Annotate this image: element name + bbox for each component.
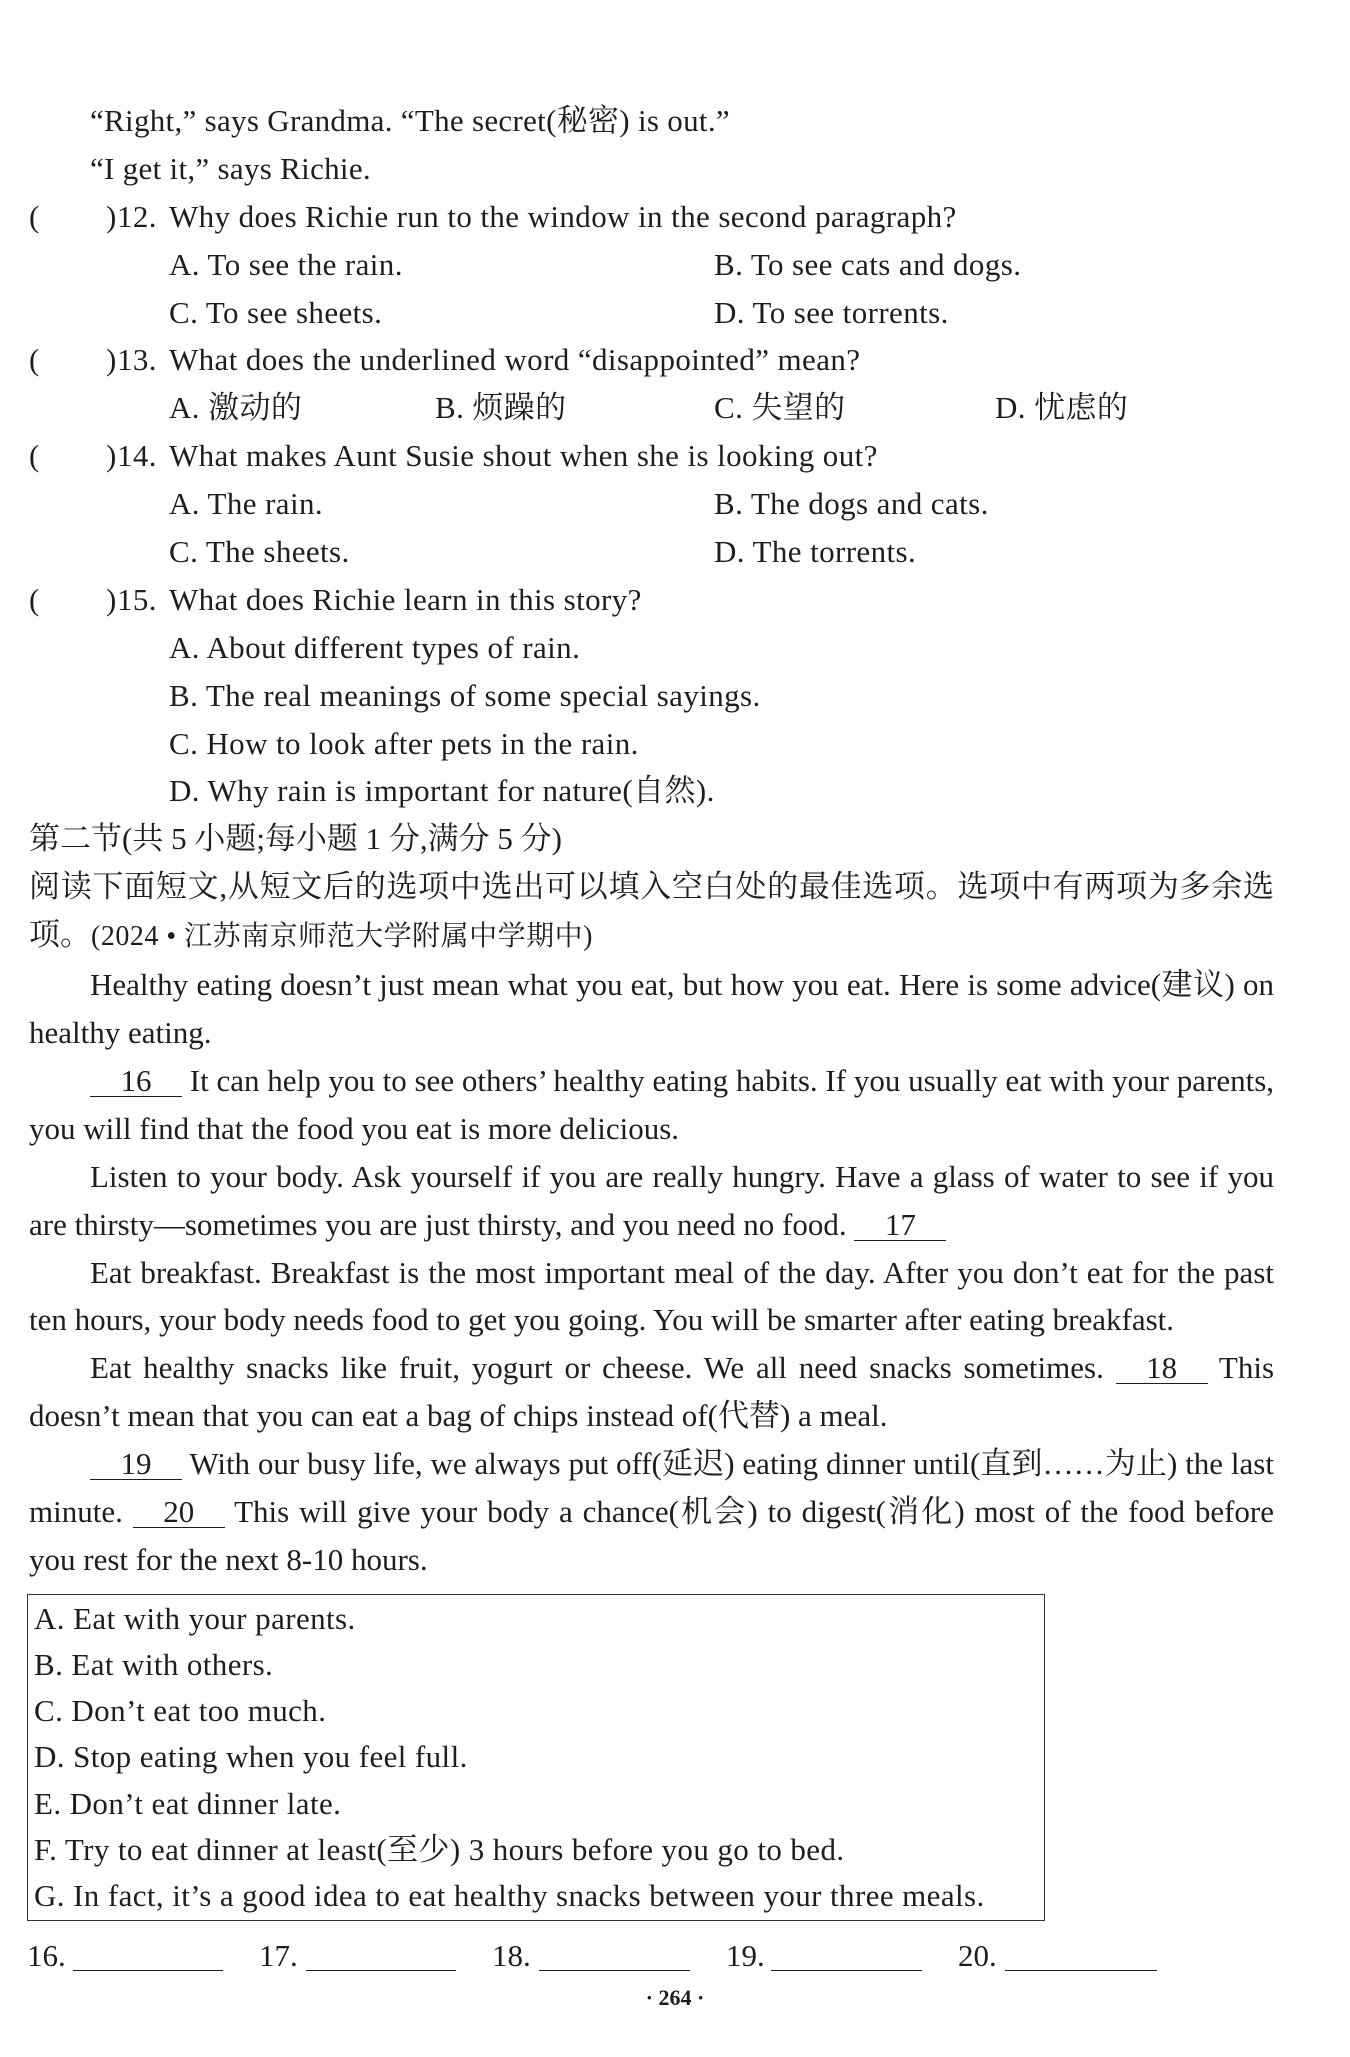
option-a: A. To see the rain. — [169, 246, 403, 282]
story-line: “Right,” says Grandma. “The secret(秘密) is out.” — [90, 103, 730, 138]
choice-a: A. Eat with your parents. — [34, 1600, 356, 1636]
options-row — [29, 384, 1274, 432]
choice-e: E. Don’t eat dinner late. — [34, 1785, 342, 1821]
option-d: D. Why rain is important for nature(自然). — [169, 773, 715, 809]
answer-slot-close: ) — [106, 438, 117, 474]
answer-label-17: 17. — [259, 1938, 298, 1974]
choice-f: F. Try to eat dinner at least(至少) 3 hours before you go to bed. — [34, 1831, 845, 1867]
option-b: B. The dogs and cats. — [714, 486, 989, 522]
question-number: 15. — [117, 581, 157, 617]
paragraph-text: This will give your body a chance(机会) to digest(消化) most of the food before you rest for the next 8-10 hours. — [29, 1494, 1275, 1577]
reading-passage — [29, 961, 1274, 1584]
option-b: B. The real meanings of some special sayings. — [169, 677, 761, 713]
answer-blank-16 — [73, 1944, 223, 1971]
answer-slot-open: ( — [29, 198, 40, 234]
answer-slot-close: ) — [106, 342, 117, 378]
passage-paragraph-2 — [29, 1057, 1274, 1153]
question-15 — [29, 576, 1274, 624]
option-c: C. The sheets. — [169, 534, 350, 570]
answer-slot-open: ( — [29, 581, 40, 617]
options-row — [29, 289, 1274, 337]
answer-slot-open: ( — [29, 438, 40, 474]
options-row — [29, 241, 1274, 289]
answer-slot-close: ) — [106, 198, 117, 234]
answer-label-18: 18. — [492, 1938, 531, 1974]
answer-blank-17 — [306, 1944, 456, 1971]
answer-label-16: 16. — [27, 1938, 66, 1974]
passage-paragraph-3 — [29, 1153, 1274, 1249]
page-number: · 264 · — [645, 1985, 705, 2011]
option-a: A. 激动的 — [169, 390, 303, 426]
option-a: A. The rain. — [169, 486, 324, 522]
answer-slot-close: ) — [106, 581, 117, 617]
option-b: B. To see cats and dogs. — [714, 246, 1022, 282]
option-c: C. To see sheets. — [169, 294, 383, 330]
choice-d: D. Stop eating when you feel full. — [34, 1739, 468, 1775]
blank-19: 19 — [90, 1449, 182, 1480]
passage-paragraph-1: Healthy eating doesn’t just mean what you eat, but how you eat. Here is some advice(建议) on healthy eating. — [29, 967, 1274, 1050]
choices-box — [27, 1594, 1045, 1921]
answer-blank-18 — [539, 1944, 690, 1971]
option-d: D. 忧虑的 — [995, 390, 1129, 426]
paragraph-text: Listen to your body. Ask yourself if you are really hungry. Have a glass of water to see if you are thirsty—sometimes you are just thirsty, and you need no food. — [29, 1158, 1274, 1242]
answer-slot-open: ( — [29, 342, 40, 378]
story-line: “I get it,” says Richie. — [90, 150, 371, 186]
question-number: 13. — [117, 342, 157, 378]
option-c: C. 失望的 — [714, 390, 846, 426]
option-c: C. How to look after pets in the rain. — [169, 725, 639, 761]
section-heading: 第二节(共 5 小题;每小题 1 分,满分 5 分) — [29, 821, 563, 857]
question-12 — [29, 193, 1274, 241]
passage-paragraph-6 — [29, 1440, 1274, 1584]
paragraph-text: This doesn’t mean that you can eat a bag of chips instead of(代替) a meal. — [29, 1350, 1275, 1434]
answer-blank-19 — [771, 1944, 922, 1971]
question-text: What does Richie learn in this story? — [169, 581, 642, 617]
instruction-text: 阅读下面短文,从短文后的选项中选出可以填入空白处的最佳选项。选项中有两项为多余选项。 — [29, 869, 1274, 953]
section-instruction — [29, 863, 1274, 961]
option-d: D. The torrents. — [714, 534, 917, 570]
question-source: (2024 • 江苏南京师范大学附属中学期中) — [91, 921, 593, 953]
paragraph-text: With our busy life, we always put off(延迟) eating dinner until(直到……为止) the last minute. — [29, 1446, 1274, 1530]
option-b: B. 烦躁的 — [435, 390, 567, 426]
choice-g: G. In fact, it’s a good idea to eat healthy snacks between your three meals. — [34, 1877, 985, 1913]
question-number: 12. — [117, 198, 157, 234]
choice-b: B. Eat with others. — [34, 1647, 274, 1683]
options-row — [29, 528, 1274, 576]
blank-18: 18 — [1116, 1353, 1208, 1384]
options-row — [29, 480, 1274, 528]
answer-sheet — [29, 1932, 1274, 1980]
paragraph-text: It can help you to see others’ healthy eating habits. If you usually eat with your parents, you will find that the food you eat is more delicious. — [29, 1062, 1275, 1146]
question-text: What makes Aunt Susie shout when she is looking out? — [169, 438, 878, 474]
question-number: 14. — [117, 438, 157, 474]
question-14 — [29, 432, 1274, 480]
answer-blank-20 — [1005, 1944, 1157, 1971]
question-text: What does the underlined word “disappointed” mean? — [169, 342, 861, 378]
answer-label-20: 20. — [958, 1938, 997, 1974]
passage-paragraph-4: Eat breakfast. Breakfast is the most important meal of the day. After you don’t eat for the past ten hours, your body needs food to get you going. You will be smarter after eating breakfast. — [29, 1254, 1274, 1338]
paragraph-text: Eat healthy snacks like fruit, yogurt or cheese. We all need snacks sometimes. — [90, 1350, 1104, 1386]
passage-paragraph-5 — [29, 1344, 1274, 1440]
question-13 — [29, 336, 1274, 384]
blank-20: 20 — [133, 1497, 225, 1528]
answer-label-19: 19. — [726, 1938, 765, 1974]
choice-c: C. Don’t eat too much. — [34, 1693, 327, 1729]
option-a: A. About different types of rain. — [169, 629, 581, 665]
option-d: D. To see torrents. — [714, 294, 949, 330]
blank-16: 16 — [90, 1066, 182, 1097]
question-text: Why does Richie run to the window in the second paragraph? — [169, 198, 957, 234]
blank-17: 17 — [854, 1210, 946, 1241]
